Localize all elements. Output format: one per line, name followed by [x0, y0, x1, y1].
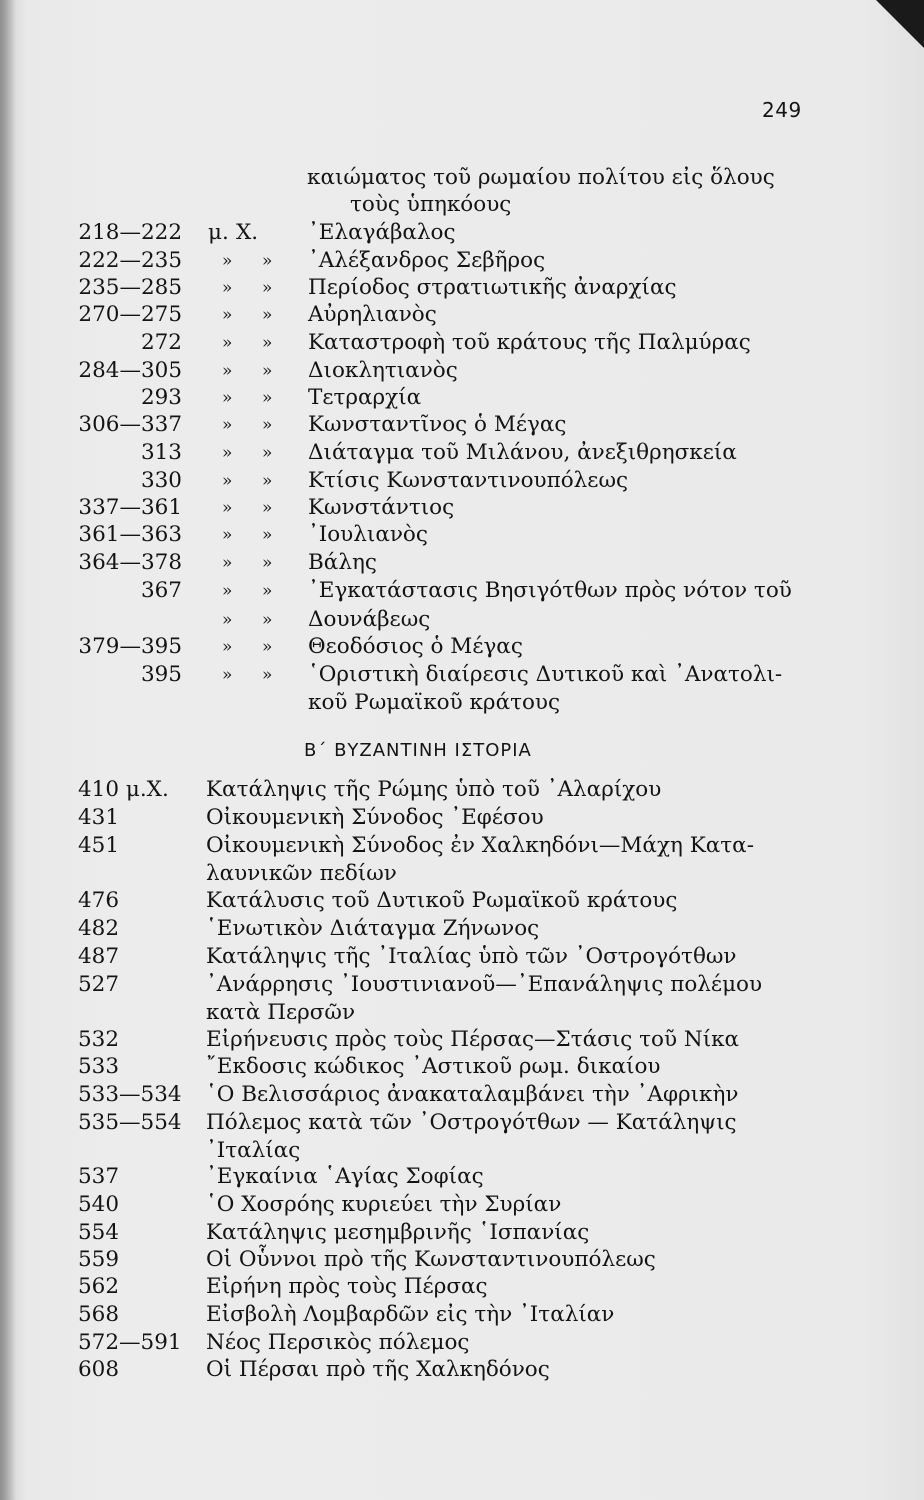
event-text: Βάλης — [308, 550, 377, 575]
chronology-line — [0, 1218, 924, 1248]
date-range: 410 μ.Χ. — [78, 777, 169, 802]
event-text: τοὺς ὑπηκόους — [350, 192, 512, 217]
event-text: Κατάληψις μεσημβρινῆς ῾Ισπανίας — [206, 1220, 590, 1245]
ditto-mark: » — [262, 665, 273, 685]
event-text: Εἰρήνη πρὸς τοὺς Πέρσας — [206, 1274, 488, 1299]
chronology-line — [0, 998, 924, 1028]
event-text: ῾Ενωτικὸν Διάταγμα Ζήνωνος — [206, 916, 540, 941]
event-text: Οἱ Οὗννοι πρὸ τῆς Κωνσταντινουπόλεως — [206, 1247, 656, 1272]
ditto-mark: » — [262, 251, 273, 271]
chronology-line — [0, 163, 924, 193]
event-text: κατὰ Περσῶν — [206, 1000, 356, 1025]
chronology-line — [0, 970, 924, 1000]
date-range: 235—285 — [78, 275, 182, 300]
event-text: ᾿Ιουλιανὸς — [308, 522, 428, 547]
date-range: 337—361 — [78, 495, 182, 520]
chronology-line — [0, 548, 924, 578]
event-text: Οἰκουμενικὴ Σύνοδος ἐν Χαλκηδόνι—Μάχη Κατα- — [206, 833, 754, 858]
date-range: 293 — [140, 385, 182, 410]
date-range: 431 — [78, 805, 120, 830]
chronology-line — [0, 576, 924, 606]
event-text: Αὐρηλιανὸς — [308, 302, 437, 327]
chronology-line — [0, 246, 924, 276]
event-text: ῾Ο Βελισσάριος ἀνακαταλαμβάνει τὴν ᾿Αφρικὴν — [206, 1082, 739, 1107]
date-range: 532 — [78, 1027, 120, 1052]
date-range: 364—378 — [78, 550, 182, 575]
date-range: 527 — [78, 972, 120, 997]
date-range: 361—363 — [78, 522, 182, 547]
chronology-line — [0, 383, 924, 413]
event-text: ᾿Ιταλίας — [206, 1138, 301, 1163]
event-text: Κτίσις Κωνσταντινουπόλεως — [308, 468, 629, 493]
ditto-mark: » — [222, 471, 233, 491]
chronology-line — [0, 914, 924, 944]
page-corner — [876, 0, 924, 48]
ditto-mark: » — [222, 553, 233, 573]
date-range: 540 — [78, 1192, 120, 1217]
chronology-line — [0, 859, 924, 889]
era-label: μ. — [208, 220, 229, 245]
ditto-mark: » — [222, 610, 233, 630]
date-range: 270—275 — [78, 302, 182, 327]
ditto-mark: » — [262, 305, 273, 325]
chronology-line — [0, 1052, 924, 1082]
section-heading: Β΄ ΒΥΖΑΝΤΙΝΗ ΙΣΤΟΡΙΑ — [304, 740, 532, 761]
chronology-line — [0, 1245, 924, 1275]
event-text: Δουνάβεως — [308, 607, 431, 632]
event-text: Κωνσταντῖνος ὁ Μέγας — [308, 412, 567, 437]
date-range: 313 — [140, 440, 182, 465]
chronology-line — [0, 438, 924, 468]
ditto-mark: » — [222, 305, 233, 325]
chronology-line — [0, 1025, 924, 1055]
event-text: Τετραρχία — [308, 385, 422, 410]
event-text: ᾿Ελαγάβαλος — [308, 220, 456, 245]
chronology-line — [0, 1190, 924, 1220]
chronology-line — [0, 1080, 924, 1110]
ditto-mark: » — [222, 637, 233, 657]
date-range: 476 — [78, 888, 120, 913]
chronology-line — [0, 520, 924, 550]
chronology-line — [0, 493, 924, 523]
ditto-mark: » — [222, 415, 233, 435]
chronology-line — [0, 1328, 924, 1358]
date-range: 367 — [140, 578, 182, 603]
date-range: 218—222 — [78, 220, 182, 245]
ditto-mark: » — [222, 443, 233, 463]
chronology-line — [0, 803, 924, 833]
era-label: Χ. — [236, 220, 259, 245]
date-range: 572—591 — [78, 1330, 182, 1355]
event-text: Εἰρήνευσις πρὸς τοὺς Πέρσας—Στάσις τοῦ Νίκα — [206, 1027, 740, 1052]
event-text: Κατάληψις τῆς ᾿Ιταλίας ὑπὸ τῶν ᾿Οστρογότθων — [206, 944, 737, 969]
chronology-line — [0, 1272, 924, 1302]
ditto-mark: » — [262, 553, 273, 573]
event-text: Εἰσβολὴ Λομβαρδῶν εἰς τὴν ᾿Ιταλίαν — [206, 1302, 615, 1327]
date-range: 535—554 — [78, 1110, 182, 1135]
ditto-mark: » — [262, 388, 273, 408]
date-range: 537 — [78, 1164, 120, 1189]
chronology-line — [0, 273, 924, 303]
chronology-line — [0, 1355, 924, 1385]
ditto-mark: » — [222, 278, 233, 298]
event-text: Πόλεμος κατὰ τῶν ᾿Οστρογότθων — Κατάληψις — [206, 1110, 737, 1135]
chronology-line — [0, 632, 924, 662]
event-text: ᾿Αλέξανδρος Σεβῆρος — [308, 248, 546, 273]
chronology-line — [0, 1300, 924, 1330]
date-range: 395 — [140, 662, 182, 687]
date-range: 451 — [78, 833, 120, 858]
event-text: Καταστροφὴ τοῦ κράτους τῆς Παλμύρας — [308, 330, 751, 355]
ditto-mark: » — [262, 333, 273, 353]
chronology-line — [0, 356, 924, 386]
ditto-mark: » — [222, 498, 233, 518]
chronology-line — [0, 688, 924, 718]
chronology-line — [0, 328, 924, 358]
ditto-mark: » — [222, 251, 233, 271]
date-range: 559 — [78, 1247, 120, 1272]
chronology-line — [0, 410, 924, 440]
date-range: 284—305 — [78, 358, 182, 383]
event-text: ᾿Ανάρρησις ᾿Ιουστινιανοῦ—᾿Επανάληψις πολέμου — [206, 972, 763, 997]
event-text: Θεοδόσιος ὁ Μέγας — [308, 634, 523, 659]
ditto-mark: » — [222, 361, 233, 381]
page-number: 249 — [762, 98, 802, 122]
ditto-mark: » — [262, 498, 273, 518]
event-text: ῾Ο Χοσρόης κυριεύει τὴν Συρίαν — [206, 1192, 562, 1217]
ditto-mark: » — [262, 581, 273, 601]
event-text: Διάταγμα τοῦ Μιλάνου, ἀνεξιθρησκεία — [308, 440, 737, 465]
chronology-line — [0, 775, 924, 805]
date-range: 330 — [140, 468, 182, 493]
event-text: λαυνικῶν πεδίων — [206, 861, 397, 886]
event-text: ᾿Εγκαίνια ῾Αγίας Σοφίας — [206, 1164, 484, 1189]
ditto-mark: » — [222, 388, 233, 408]
date-range: 608 — [78, 1357, 120, 1382]
ditto-mark: » — [222, 581, 233, 601]
event-text: Κατάληψις τῆς Ρώμης ὑπὸ τοῦ ᾿Αλαρίχου — [206, 777, 662, 802]
event-text: ῎Εκδοσις κώδικος ᾿Αστικοῦ ρωμ. δικαίου — [206, 1054, 661, 1079]
date-range: 554 — [78, 1220, 120, 1245]
ditto-mark: » — [222, 333, 233, 353]
event-text: καιώματος τοῦ ρωμαίου πολίτου εἰς ὅλους — [307, 165, 775, 190]
event-text: κοῦ Ρωμαϊκοῦ κράτους — [308, 690, 561, 715]
ditto-mark: » — [262, 361, 273, 381]
event-text: Οἰκουμενικὴ Σύνοδος ᾿Εφέσου — [206, 805, 544, 830]
ditto-mark: » — [262, 443, 273, 463]
chronology-line — [0, 190, 924, 220]
event-text: ᾿Εγκατάστασις Βησιγότθων πρὸς νότον τοῦ — [308, 578, 792, 603]
chronology-line — [0, 942, 924, 972]
date-range: 568 — [78, 1302, 120, 1327]
ditto-mark: » — [262, 415, 273, 435]
ditto-mark: » — [262, 278, 273, 298]
chronology-line — [0, 1108, 924, 1138]
chronology-line — [0, 831, 924, 861]
date-range: 533 — [78, 1054, 120, 1079]
date-range: 379—395 — [78, 634, 182, 659]
ditto-mark: » — [222, 665, 233, 685]
chronology-line — [0, 300, 924, 330]
ditto-mark: » — [262, 471, 273, 491]
date-range: 272 — [140, 330, 182, 355]
event-text: ῾Οριστικὴ διαίρεσις Δυτικοῦ καὶ ᾿Ανατολι- — [308, 662, 783, 687]
ditto-mark: » — [262, 610, 273, 630]
date-range: 482 — [78, 916, 120, 941]
chronology-line — [0, 466, 924, 496]
event-text: Οἱ Πέρσαι πρὸ τῆς Χαλκηδόνος — [206, 1357, 550, 1382]
event-text: Περίοδος στρατιωτικῆς ἀναρχίας — [308, 275, 677, 300]
chronology-line — [0, 1162, 924, 1192]
ditto-mark: » — [262, 637, 273, 657]
ditto-mark: » — [262, 525, 273, 545]
date-range: 533—534 — [78, 1082, 182, 1107]
event-text: Νέος Περσικὸς πόλεμος — [206, 1330, 470, 1355]
ditto-mark: » — [222, 525, 233, 545]
event-text: Διοκλητιανὸς — [308, 358, 458, 383]
event-text: Κατάλυσις τοῦ Δυτικοῦ Ρωμαϊκοῦ κράτους — [206, 888, 678, 913]
date-range: 487 — [78, 944, 120, 969]
chronology-line — [0, 886, 924, 916]
date-range: 306—337 — [78, 412, 182, 437]
chronology-line — [0, 218, 924, 248]
date-range: 222—235 — [78, 248, 182, 273]
chronology-line — [0, 660, 924, 690]
date-range: 562 — [78, 1274, 120, 1299]
chronology-line — [0, 605, 924, 635]
event-text: Κωνστάντιος — [308, 495, 455, 520]
